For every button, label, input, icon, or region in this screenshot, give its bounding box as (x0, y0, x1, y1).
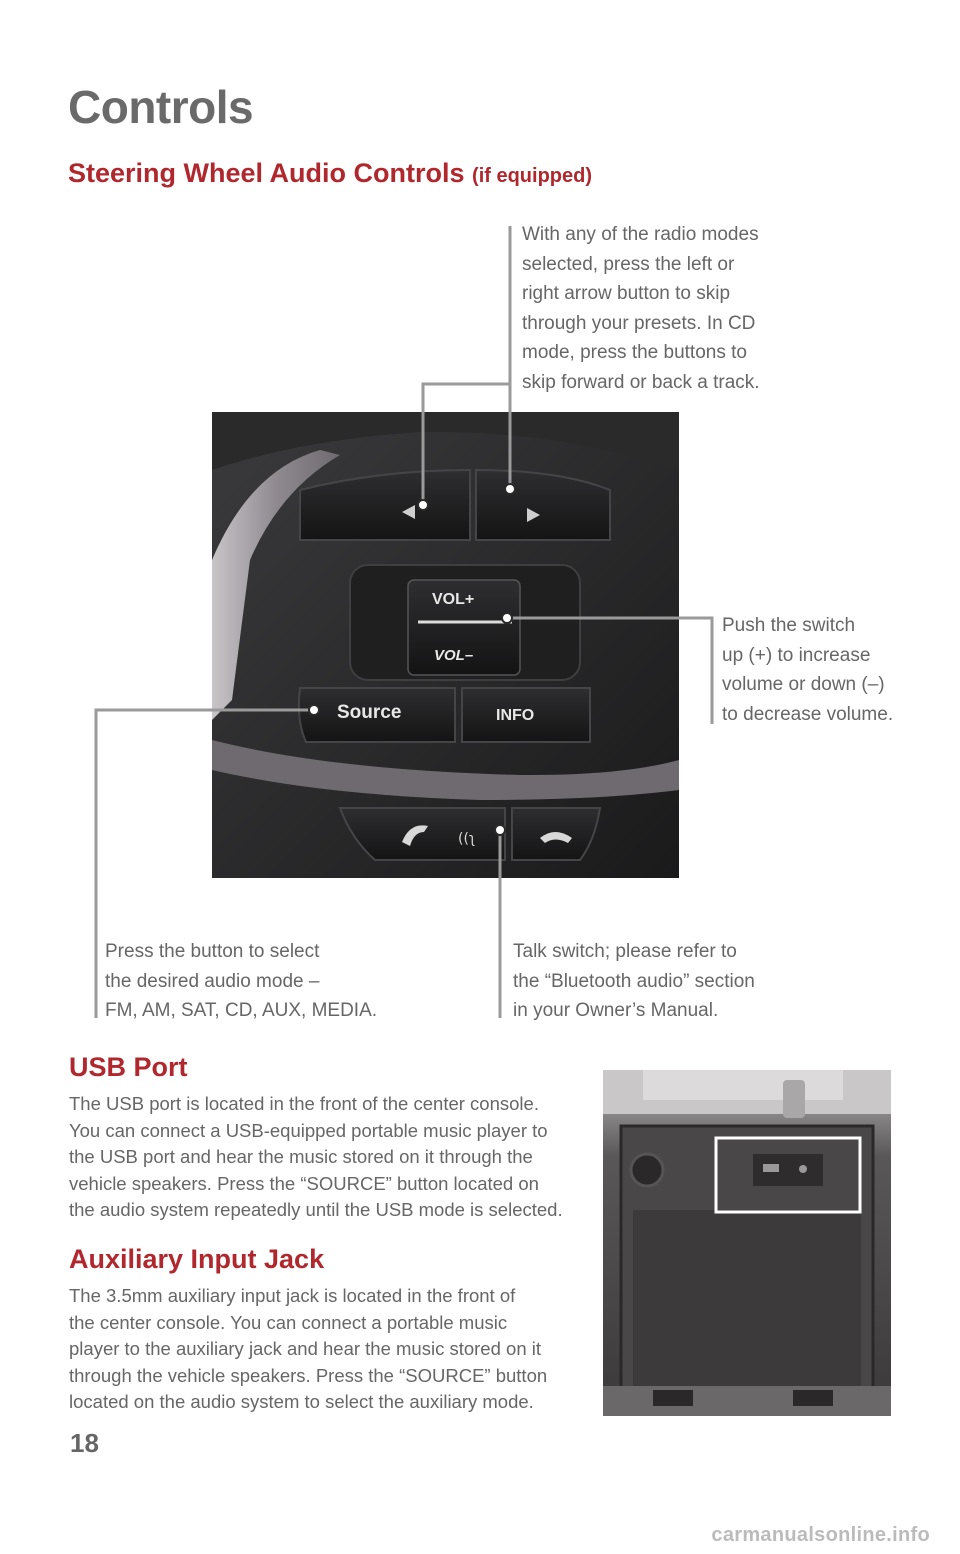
section-title-text: Steering Wheel Audio Controls (68, 158, 465, 188)
callout-line: volume or down (–) (722, 674, 885, 695)
callout-line: up (+) to increase (722, 644, 871, 666)
usb-line: You can connect a USB-equipped portable music player to (69, 1119, 548, 1141)
usb-line: the audio system repeatedly until the USB mode is selected. (69, 1199, 563, 1220)
callout-line: Talk switch; please refer to (513, 941, 737, 962)
aux-line: The 3.5mm auxiliary input jack is located in the front of (69, 1285, 516, 1306)
vol-up-label: VOL+ (432, 591, 475, 608)
callout-line: With any of the radio modes (522, 224, 759, 245)
power-outlet (631, 1154, 663, 1186)
aux-jack[interactable] (799, 1165, 807, 1173)
page-title: Controls (68, 81, 254, 133)
aux-jack-heading: Auxiliary Input Jack (69, 1244, 325, 1274)
usb-line: The USB port is located in the front of the center console. (69, 1093, 539, 1114)
callout-line: through your presets. In CD (522, 312, 756, 334)
callout-line: skip forward or back a track. (522, 371, 760, 393)
callout-line: FM, AM, SAT, CD, AUX, MEDIA. (105, 1000, 378, 1021)
callout-line: to decrease volume. (722, 703, 894, 725)
usb-port[interactable] (763, 1164, 779, 1172)
callout-line: right arrow button to skip (522, 283, 731, 304)
usb-port-section (69, 1052, 589, 1224)
usb-port-heading: USB Port (69, 1052, 188, 1082)
callout-line: mode, press the buttons to (522, 342, 747, 363)
callout-dot (418, 500, 428, 510)
callout-line: the “Bluetooth audio” section (513, 970, 755, 992)
aux-line: the center console. You can connect a portable music (69, 1311, 508, 1333)
callout-dot (309, 705, 319, 715)
vol-down-label: VOL– (434, 647, 474, 664)
section-title-note: (if equipped) (472, 165, 593, 187)
callout-line: selected, press the left or (522, 253, 735, 275)
page-number: 18 (70, 1428, 99, 1458)
callout-line: Push the switch (722, 615, 856, 636)
callout-line: in your Owner’s Manual. (513, 1000, 719, 1021)
source-button-label: Source (337, 702, 402, 723)
center-console-photo (603, 1070, 893, 1418)
callout-line: the desired audio mode – (105, 970, 320, 992)
aux-line: through the vehicle speakers. Press the “SOURCE” button (69, 1364, 548, 1386)
callout-line: Press the button to select (105, 941, 320, 962)
steering-wheel-photo (212, 412, 679, 878)
usb-line: vehicle speakers. Press the “SOURCE” button located on (69, 1172, 539, 1194)
usb-line: the USB port and hear the music stored on it through the (69, 1146, 533, 1167)
aux-line: located on the audio system to select the auxiliary mode. (69, 1391, 534, 1412)
callout-dot (495, 825, 505, 835)
callout-dot (505, 484, 515, 494)
info-button-label: INFO (496, 707, 535, 724)
voice-talk-icon: ((ʅ (458, 831, 476, 847)
callout-dot (502, 613, 512, 623)
aux-line: player to the auxiliary jack and hear the music stored on it (69, 1338, 541, 1359)
watermark: carmanualsonline.info (711, 1524, 930, 1546)
aux-jack-section (69, 1244, 589, 1416)
